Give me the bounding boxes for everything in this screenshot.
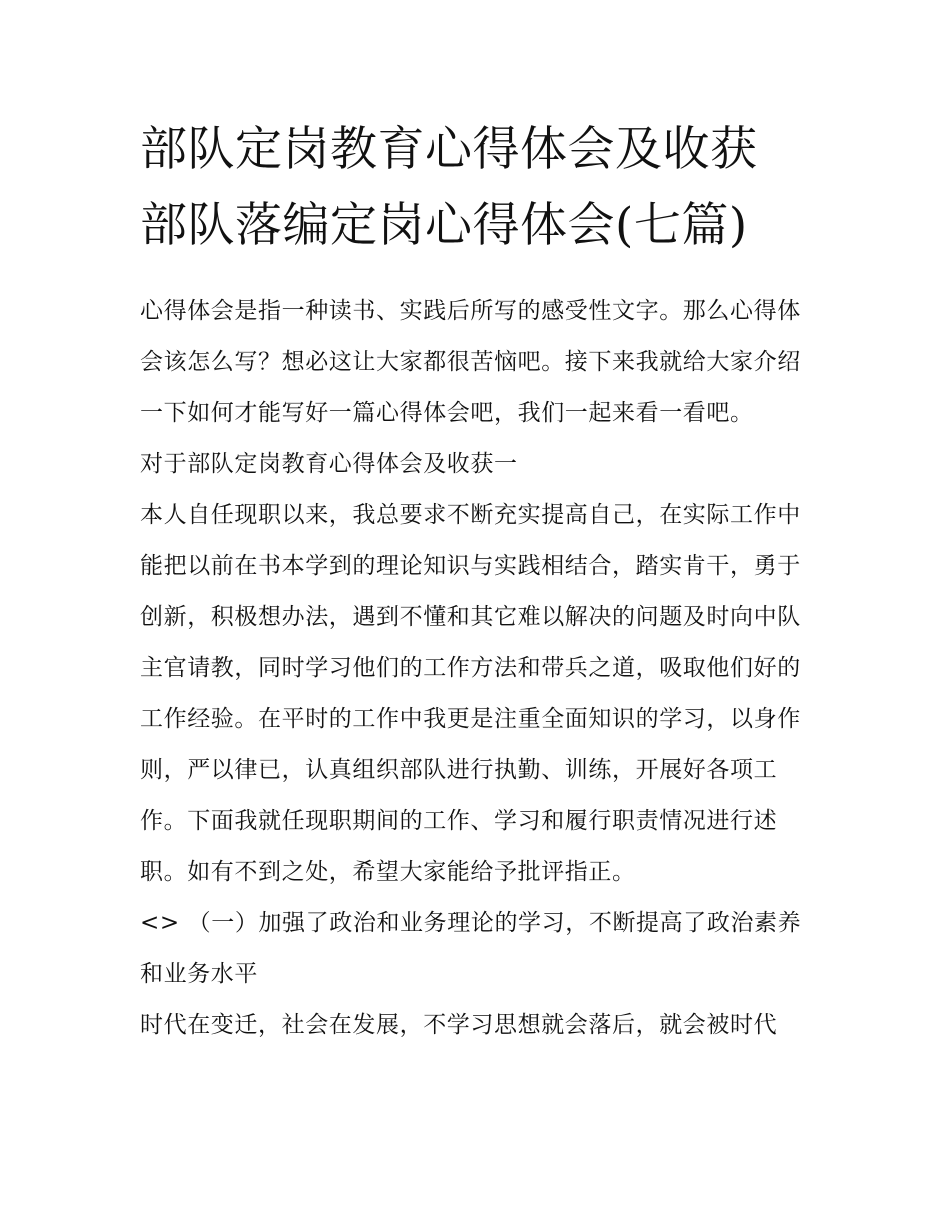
document-body: [140, 286, 812, 1051]
document-title: [140, 112, 812, 264]
subsection-heading: <> （一）加强了政治和业务理论的学习，不断提高了政治素养和业务水平: [140, 910, 802, 987]
body-paragraph: 本人自任现职以来，我总要求不断充实提高自己，在实际工作中能把以前在书本学到的理论知识与实践相结合，踏实肯干，勇于创新，积极想办法，遇到不懂和其它难以解决的问题及时向中队主官请教，同时学习他们的工作方法和带兵之道，吸取他们好的工作经验。在平时的工作中我更是注重全面知识的学习，以身作则，严以律已，认真组织部队进行执勤、训练，开展好各项工作。下面我就任现职期间的工作、学习和履行职责情况进行述职。如有不到之处，希望大家能给予批评指正。: [140, 502, 801, 885]
section-heading: 对于部队定岗教育心得体会及收获一: [140, 451, 518, 477]
body-paragraph-continued: 时代在变迁，社会在发展，不学习思想就会落后，就会被时代: [140, 1012, 778, 1038]
title-line-2: 部队落编定岗心得体会(七篇): [140, 198, 748, 253]
intro-paragraph: 心得体会是指一种读书、实践后所写的感受性文字。那么心得体会该怎么写？想必这让大家都很苦恼吧。接下来我就给大家介绍一下如何才能写好一篇心得体会吧，我们一起来看一看吧。: [140, 298, 801, 426]
document-page: [140, 112, 812, 1051]
title-line-1: 部队定岗教育心得体会及收获: [140, 122, 758, 177]
